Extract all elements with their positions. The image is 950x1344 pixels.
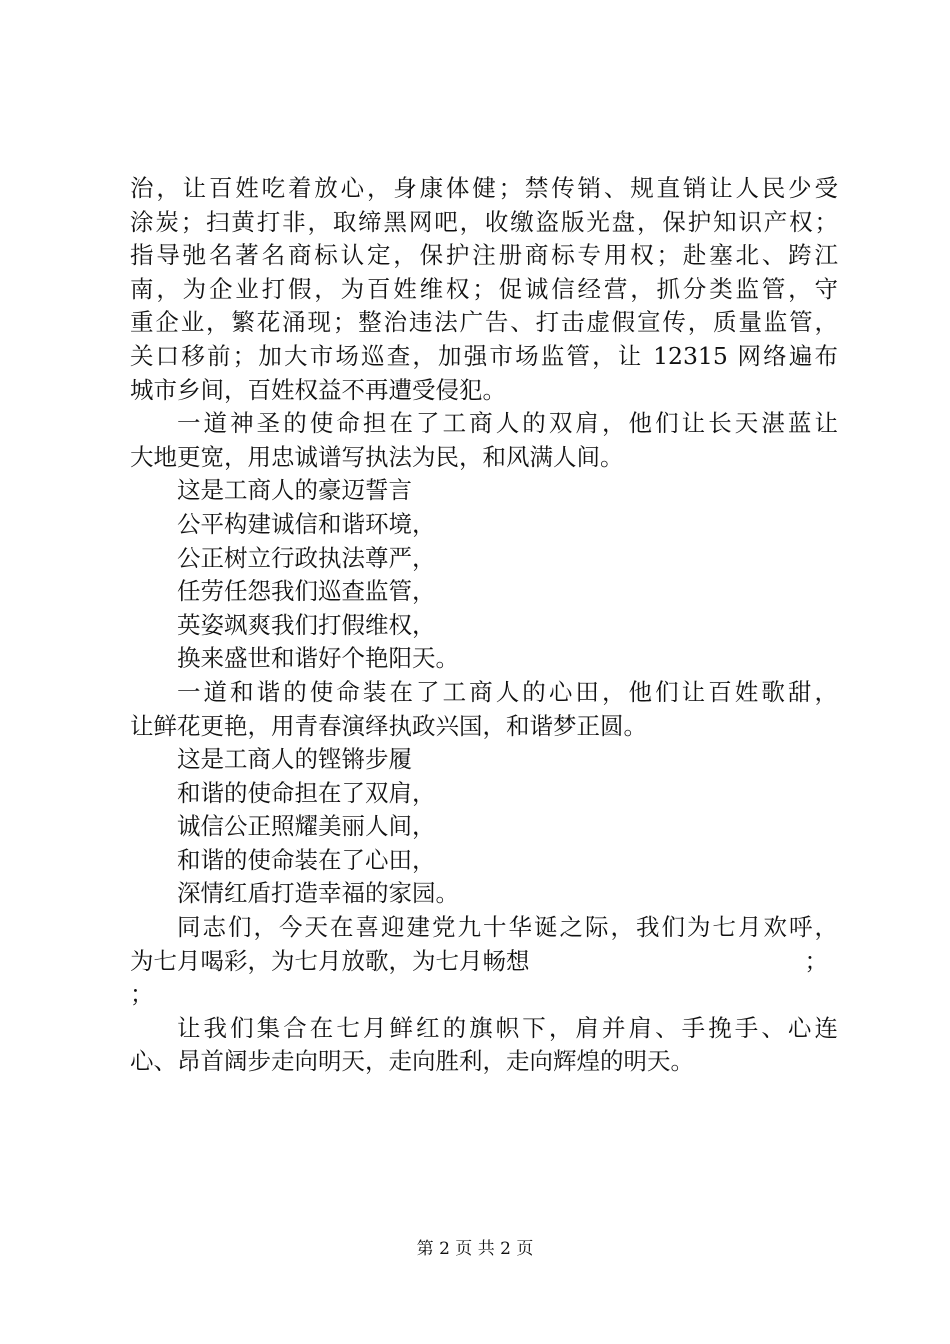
text-line: 这是工商人的豪迈誓言	[177, 476, 412, 505]
text-line: 同志们，今天在喜迎建党九十华诞之际，我们为七月欢呼，	[177, 913, 838, 942]
text-line: 指导弛名著名商标认定，保护注册商标专用权；赴塞北、跨江	[130, 241, 838, 270]
trailing-semicolon: ；	[804, 946, 828, 975]
text-line: 一道和谐的使命装在了工商人的心田，他们让百姓歌甜，	[177, 677, 838, 706]
text-line	[130, 945, 838, 979]
text-line: 城市乡间，百姓权益不再遭受侵犯。	[130, 375, 506, 404]
text-line: 心、昂首阔步走向明天，走向胜利，走向辉煌的明天。	[130, 1047, 694, 1076]
text-line: 南，为企业打假，为百姓维权；促诚信经营，抓分类监管，守	[130, 274, 838, 303]
text-line: 让鲜花更艳，用青春演绎执政兴国，和谐梦正圆。	[130, 711, 647, 740]
text-line: 这是工商人的铿锵步履	[177, 745, 412, 774]
text-line: 和谐的使命担在了双肩，	[177, 778, 436, 807]
text-line-content: 为七月喝彩，为七月放歌，为七月畅想	[130, 946, 530, 975]
text-line: 和谐的使命装在了心田，	[177, 845, 436, 874]
text-line: 关口移前；加大市场巡查，加强市场监管，让 12315 网络遍布	[130, 341, 838, 370]
text-line: 英姿飒爽我们打假维权，	[177, 610, 436, 639]
text-line: 诚信公正照耀美丽人间，	[177, 812, 436, 841]
text-line: 任劳任怨我们巡查监管，	[177, 577, 436, 606]
text-line: 让我们集合在七月鲜红的旗帜下，肩并肩、手挽手、心连	[177, 1013, 838, 1042]
text-line: 重企业，繁花涌现；整治违法广告、打击虚假宣传，质量监管，	[130, 308, 838, 337]
text-line: 深情红盾打造幸福的家园。	[177, 879, 459, 908]
document-body	[130, 172, 838, 1079]
page-footer: 第 2 页 共 2 页	[416, 1239, 534, 1259]
text-line: 公平构建诚信和谐环境，	[177, 509, 436, 538]
text-line: 换来盛世和谐好个艳阳天。	[177, 644, 459, 673]
text-line: 一道神圣的使命担在了工商人的双肩，他们让长天湛蓝让	[177, 409, 838, 438]
text-line: 公正树立行政执法尊严，	[177, 543, 436, 572]
text-line: ；	[130, 980, 154, 1009]
text-line: 治，让百姓吃着放心，身康体健；禁传销、规直销让人民少受	[130, 174, 838, 202]
text-line: 大地更宽，用忠诚谱写执法为民，和风满人间。	[130, 442, 624, 471]
text-line: 涂炭；扫黄打非，取缔黑网吧，收缴盗版光盘，保护知识产权；	[130, 207, 838, 236]
